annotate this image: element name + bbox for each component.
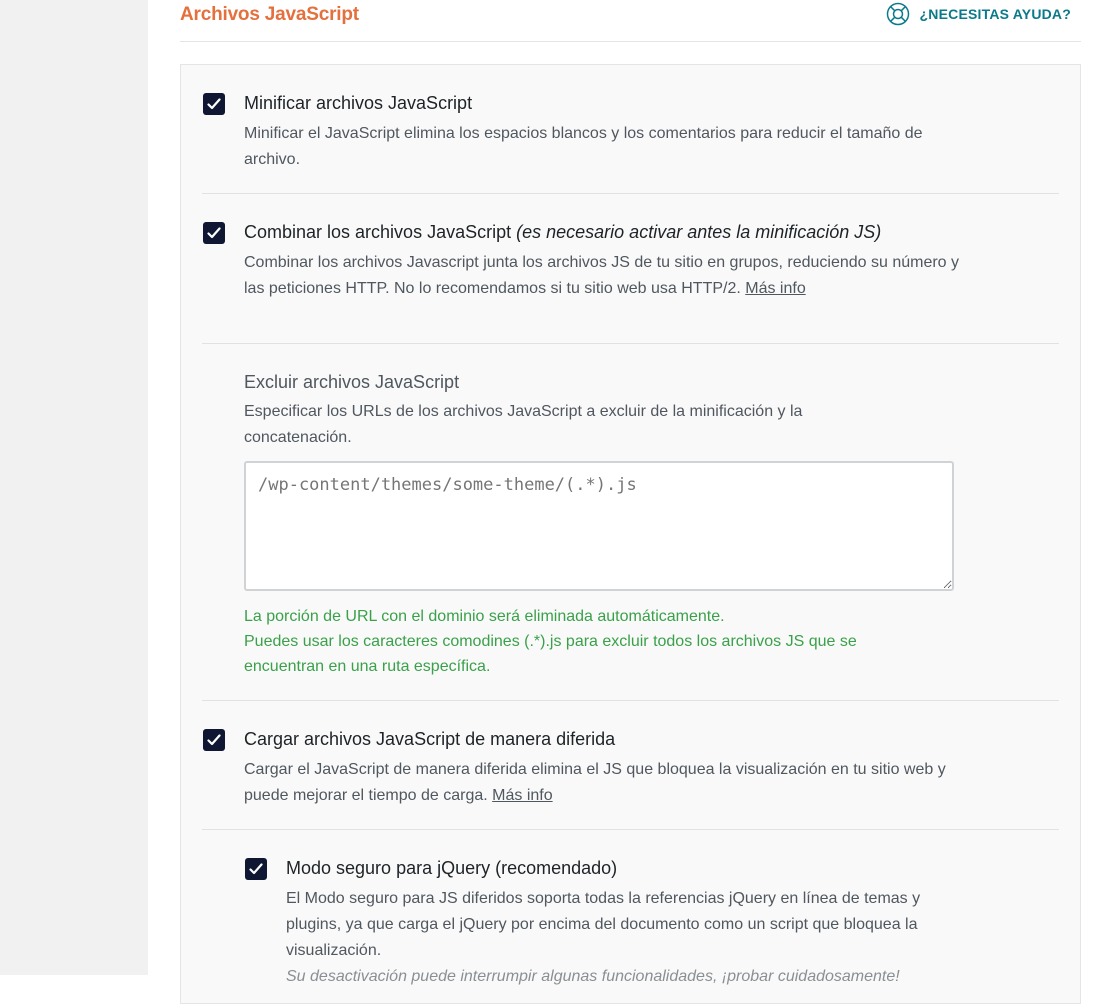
exclude-js-title: Excluir archivos JavaScript (244, 372, 460, 392)
exclude-desc-line-1: Especificar los URLs de los archivos JavaScript a excluir de la minificación y la (244, 403, 803, 420)
defer-desc-line-1: Cargar el JavaScript de manera diferida elimina el JS que bloquea la visualización en tu sitio web y (244, 761, 946, 778)
defer-desc-line-2: puede mejorar el tiempo de carga. (244, 787, 488, 804)
defer-js-description (244, 757, 946, 809)
exclude-help-line-1: La porción de URL con el dominio será eliminada automáticamente. (244, 608, 725, 625)
separator (202, 829, 1059, 830)
minify-desc-line-1: Minificar el JavaScript elimina los espacios blancos y los comentarios para reducir el tamaño de (244, 125, 923, 142)
help-link[interactable] (886, 2, 1071, 26)
safe-mode-desc-line-3: visualización. (286, 942, 382, 959)
checkmark-icon (249, 863, 263, 875)
defer-more-info-link[interactable]: Más info (492, 787, 553, 804)
minify-js-checkbox[interactable] (203, 93, 225, 115)
separator (202, 343, 1059, 344)
combine-desc-line-2: las peticiones HTTP. No lo recomendamos si tu sitio web usa HTTP/2. (244, 280, 741, 297)
defer-js-checkbox[interactable] (203, 729, 225, 751)
safe-mode-warning: Su desactivación puede interrumpir algunas funcionalidades, ¡probar cuidadosamente! (286, 968, 900, 985)
exclude-help-line-2: Puedes usar los caracteres comodines (.*).js para excluir todos los archivos JS que se (244, 633, 857, 650)
jquery-safe-mode-description (286, 886, 920, 990)
left-sidebar-rail (0, 0, 148, 975)
combine-desc-line-1: Combinar los archivos Javascript junta los archivos JS de tu sitio en grupos, reduciendo su número y (244, 254, 960, 271)
exclude-desc-line-2: concatenación. (244, 429, 352, 446)
combine-js-label[interactable] (244, 222, 881, 243)
checkmark-icon (207, 98, 221, 110)
combine-js-description (244, 250, 959, 302)
exclude-help-line-3: encuentran en una ruta específica. (244, 658, 491, 675)
minify-js-label[interactable]: Minificar archivos JavaScript (244, 93, 473, 113)
javascript-options-panel (180, 64, 1081, 1004)
combine-more-info-link[interactable]: Más info (745, 280, 806, 297)
exclude-js-description (244, 399, 802, 451)
help-label[interactable]: ¿NECESITAS AYUDA? (919, 6, 1071, 22)
jquery-safe-mode-label[interactable]: Modo seguro para jQuery (recomendado) (286, 858, 618, 878)
exclude-js-textarea[interactable] (244, 461, 954, 591)
minify-js-description (244, 121, 923, 173)
combine-js-label-note: (es necesario activar antes la minificación JS) (516, 222, 882, 242)
separator (202, 700, 1059, 701)
lifebuoy-icon (886, 2, 910, 26)
section-title: Archivos JavaScript (180, 4, 359, 25)
minify-desc-line-2: archivo. (244, 151, 301, 168)
exclude-js-help (244, 604, 857, 679)
separator (202, 193, 1059, 194)
checkmark-icon (207, 734, 221, 746)
safe-mode-desc-line-2: plugins, ya que carga el jQuery por encima del documento como un script que bloquea la (286, 916, 918, 933)
checkmark-icon (207, 227, 221, 239)
defer-js-label[interactable]: Cargar archivos JavaScript de manera diferida (244, 729, 616, 749)
section-header (180, 0, 1081, 42)
combine-js-label-text: Combinar los archivos JavaScript (244, 222, 512, 242)
safe-mode-desc-line-1: El Modo seguro para JS diferidos soporta todas la referencias jQuery en línea de temas y (286, 890, 921, 907)
jquery-safe-mode-checkbox[interactable] (245, 858, 267, 880)
combine-js-checkbox[interactable] (203, 222, 225, 244)
